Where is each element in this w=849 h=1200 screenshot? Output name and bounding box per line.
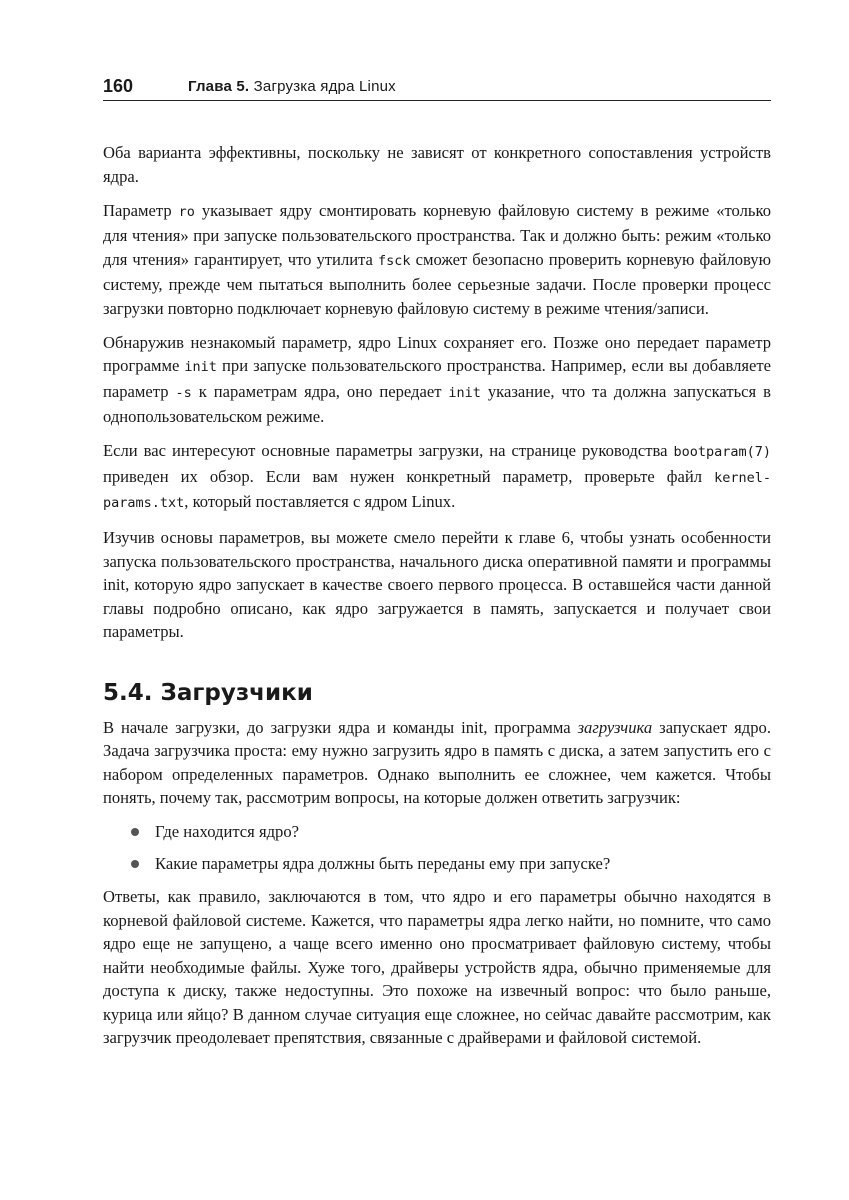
paragraph: Если вас интересуют основные параметры загрузки, на странице руководства bootparam(7) приведен их обзор. Если вам нужен конкретный параметр, проверьте файл kernel-params.txt, который поставляется с ядром Linux. bbox=[103, 441, 771, 511]
inline-code: init bbox=[448, 384, 481, 401]
inline-code: fsck bbox=[378, 252, 411, 269]
emphasis: загрузчика bbox=[577, 717, 653, 737]
paragraph: Параметр ro указывает ядру смонтировать корневую файловую систему в режиме «только для чтения» при запуске пользовательского пространства. Так и должно быть: режим «только для чтения» гарантирует, что утилита fsck сможет безопасно проверить корневую файловую систему, прежде чем пытаться выполнить более серьезные задачи. После проверки процесс загрузки повторно подключает корневую файловую систему в режиме чтения/записи. bbox=[103, 200, 772, 318]
page-body bbox=[103, 141, 771, 1060]
page-number: 160 bbox=[103, 76, 134, 96]
list-item: Где находится ядро? bbox=[103, 820, 771, 844]
bullet-icon bbox=[131, 860, 139, 868]
bullet-icon bbox=[131, 828, 139, 836]
paragraph: Оба варианта эффективны, поскольку не зависят от конкретного сопоставления устройств ядра. bbox=[103, 143, 771, 186]
inline-code: bootparam(7) bbox=[673, 444, 771, 460]
chapter-name: Загрузка ядра Linux bbox=[253, 78, 396, 95]
paragraph: Изучив основы параметров, вы можете смело перейти к главе 6, чтобы узнать особенности запуска пользовательского пространства, начального диска оперативной памяти и программы init, которую ядро запускает в качестве своего первого процесса. В оставшейся части данной главы подробно описано, как ядро загружается в память, запускается и получает свои параметры. bbox=[103, 528, 771, 641]
section-heading: 5.4. Загрузчики bbox=[103, 679, 313, 706]
bullet-list bbox=[103, 820, 771, 875]
running-header bbox=[103, 74, 771, 101]
chapter-label: Глава 5. bbox=[188, 78, 250, 95]
paragraph: Обнаружив незнакомый параметр, ядро Linux сохраняет его. Позже оно передает параметр программе init при запуске пользовательского пространства. Например, если вы добавляете параметр -s к параметрам ядра, оно передает init указание, что та должна запускаться в однопользовательском режиме. bbox=[103, 332, 771, 426]
inline-code: -s bbox=[175, 384, 192, 401]
chapter-title bbox=[188, 78, 396, 95]
inline-code: ro bbox=[178, 203, 195, 220]
inline-code: init bbox=[184, 359, 217, 375]
paragraph: Ответы, как правило, заключаются в том, что ядро и его параметры обычно находятся в корневой файловой системе. Кажется, что параметры ядра легко найти, но помните, что само ядро еще не запущено, а чаще всего именно оно просматривает файловую систему, чтобы найти необходимые файлы. Хуже того, драйверы устройств ядра, обычно применяемые для доступа к диску, также недоступны. Это похоже на извечный вопрос: что было раньше, курица или яйцо? В данном случае ситуация еще сложнее, но сейчас давайте рассмотрим, как загрузчик преодолевает препятствия, связанные с драйверами и файловой системой. bbox=[103, 887, 771, 1047]
paragraph: В начале загрузки, до загрузки ядра и команды init, программа загрузчика запускает ядро. Задача загрузчика проста: ему нужно загрузить ядро в память с диска, а затем запустить его с набором определенных параметров. Однако выполнить ее сложнее, чем кажется. Чтобы понять, почему так, рассмотрим вопросы, на которые должен ответить загрузчик: bbox=[103, 717, 771, 807]
inline-code: kernel-params.txt bbox=[103, 469, 771, 511]
list-item: Какие параметры ядра должны быть переданы ему при запуске? bbox=[103, 852, 771, 876]
